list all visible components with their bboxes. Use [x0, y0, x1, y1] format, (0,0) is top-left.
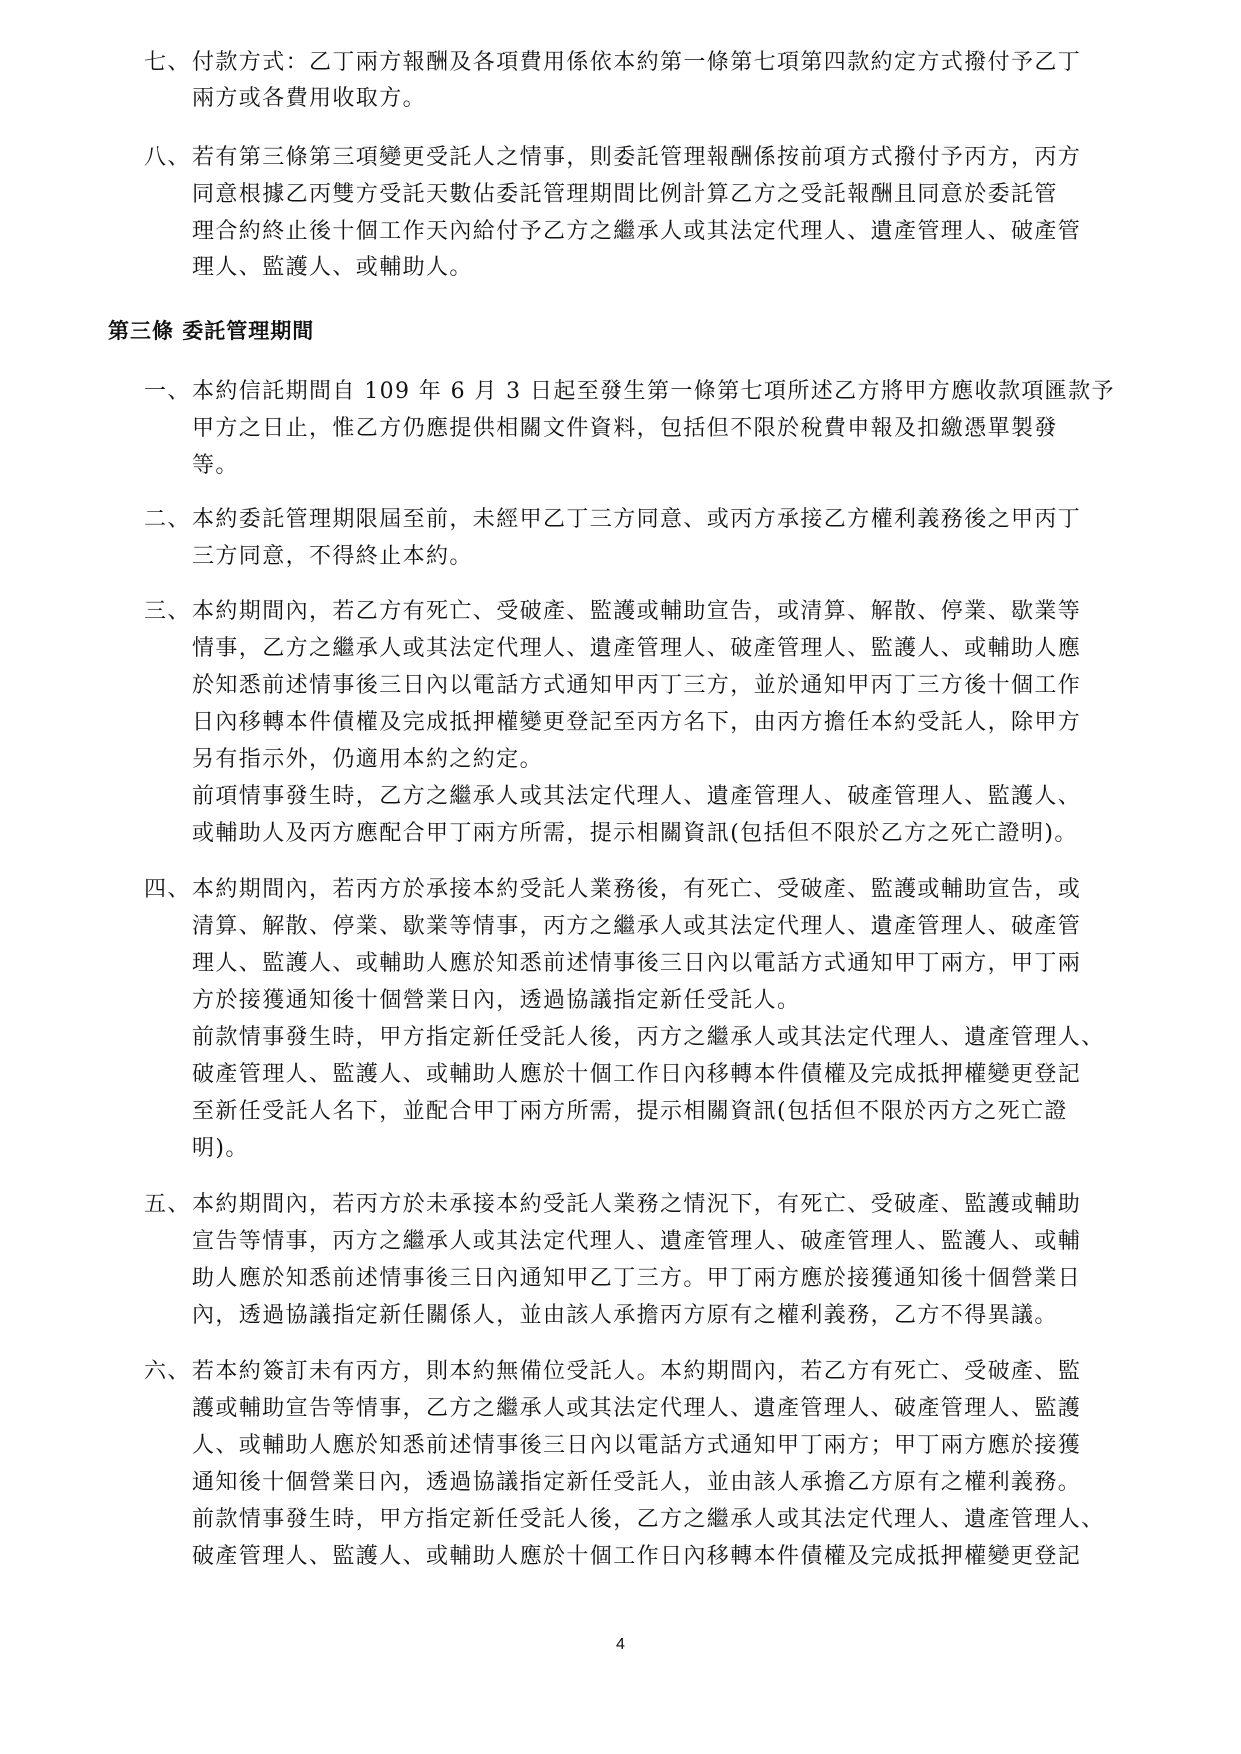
- clause-line: 同意根據乙丙雙方受託天數佔委託管理期間比例計算乙方之受託報酬且同意於委託管: [192, 182, 1058, 207]
- clause-line: 本約期間內，若丙方於未承接本約受託人業務之情況下，有死亡、受破產、監護或輔助: [192, 1192, 1082, 1217]
- clause-line: 本約委託管理期限屆至前，未經甲乙丁三方同意、或丙方承接乙方權利義務後之甲丙丁: [192, 507, 1082, 532]
- clause-number: 五、: [144, 1192, 191, 1217]
- page-number: 4: [616, 1636, 625, 1653]
- clause-line: 若有第三條第三項變更受託人之情事，則委託管理報酬係按前項方式撥付予丙方，丙方: [192, 145, 1082, 170]
- clause-number: 七、: [144, 50, 191, 75]
- clause-line: 若本約簽訂未有丙方，則本約無備位受託人。本約期間內，若乙方有死亡、受破產、監: [192, 1359, 1082, 1384]
- clause-line: 清算、解散、停業、歇業等情事，丙方之繼承人或其法定代理人、遺產管理人、破產管: [192, 914, 1082, 939]
- clause-line: 日內移轉本件債權及完成抵押權變更登記至丙方名下，由丙方擔任本約受託人，除甲方: [192, 710, 1082, 735]
- clause-number: 三、: [144, 599, 191, 624]
- clause-line: 破產管理人、監護人、或輔助人應於十個工作日內移轉本件債權及完成抵押權變更登記: [192, 1544, 1082, 1569]
- clause-line: 情事，乙方之繼承人或其法定代理人、遺產管理人、破產管理人、監護人、或輔助人應: [192, 636, 1082, 661]
- clause-line: 通知後十個營業日內，透過協議指定新任受託人，並由該人承擔乙方原有之權利義務。: [192, 1470, 1082, 1495]
- clause-line: 護或輔助宣告等情事，乙方之繼承人或其法定代理人、遺產管理人、破產管理人、監護: [192, 1396, 1082, 1421]
- clause-line: 理合約終止後十個工作天內給付予乙方之繼承人或其法定代理人、遺產管理人、破產管: [192, 219, 1082, 244]
- clause-line: 等。: [192, 453, 239, 478]
- clause-line: 本約期間內，若乙方有死亡、受破產、監護或輔助宣告，或清算、解散、停業、歇業等: [192, 599, 1082, 624]
- clause-number: 四、: [144, 877, 191, 902]
- clause-line: 方於接獲通知後十個營業日內，透過協議指定新任受託人。: [192, 988, 801, 1013]
- clause-line: 至新任受託人名下，並配合甲丁兩方所需，提示相關資訊(包括但不限於丙方之死亡證: [192, 1099, 1068, 1124]
- clause-line: 理人、監護人、或輔助人應於知悉前述情事後三日內以電話方式通知甲丁兩方，甲丁兩: [192, 951, 1082, 976]
- clause-line: 本約信託期間自 109 年 6 月 3 日起至發生第一條第七項所述乙方將甲方應收款項匯款予: [192, 379, 1115, 404]
- clause-line: 兩方或各費用收取方。: [192, 86, 427, 111]
- clause-line: 三方同意，不得終止本約。: [192, 544, 473, 569]
- section-heading: 第三條 委託管理期間: [108, 319, 315, 343]
- clause-line: 理人、監護人、或輔助人。: [192, 255, 473, 280]
- clause-number: 一、: [144, 379, 191, 404]
- clause-number: 六、: [144, 1359, 191, 1384]
- clause-line: 或輔助人及丙方應配合甲丁兩方所需，提示相關資訊(包括但不限於乙方之死亡證明)。: [192, 821, 1078, 846]
- clause-line: 本約期間內，若丙方於承接本約受託人業務後，有死亡、受破產、監護或輔助宣告，或: [192, 877, 1082, 902]
- clause-number: 二、: [144, 507, 191, 532]
- clause-line: 內，透過協議指定新任關係人，並由該人承擔丙方原有之權利義務，乙方不得異議。: [192, 1303, 1058, 1328]
- clause-line: 另有指示外，仍適用本約之約定。: [192, 747, 544, 772]
- clause-line: 前項情事發生時，乙方之繼承人或其法定代理人、遺產管理人、破產管理人、監護人、: [192, 784, 1082, 809]
- clause-number: 八、: [144, 145, 191, 170]
- clause-line: 前款情事發生時，甲方指定新任受託人後，乙方之繼承人或其法定代理人、遺產管理人、: [192, 1507, 1105, 1532]
- clause-line: 人、或輔助人應於知悉前述情事後三日內以電話方式通知甲丁兩方；甲丁兩方應於接獲: [192, 1433, 1082, 1458]
- clause-line: 付款方式：乙丁兩方報酬及各項費用係依本約第一條第七項第四款約定方式撥付予乙丁: [192, 50, 1082, 75]
- clause-line: 甲方之日止，惟乙方仍應提供相關文件資料，包括但不限於稅費申報及扣繳憑單製發: [192, 416, 1058, 441]
- clause-line: 助人應於知悉前述情事後三日內通知甲乙丁三方。甲丁兩方應於接獲通知後十個營業日: [192, 1266, 1082, 1291]
- clause-line: 宣告等情事，丙方之繼承人或其法定代理人、遺產管理人、破產管理人、監護人、或輔: [192, 1229, 1082, 1254]
- clause-line: 明)。: [192, 1136, 249, 1161]
- clause-line: 前款情事發生時，甲方指定新任受託人後，丙方之繼承人或其法定代理人、遺產管理人、: [192, 1025, 1105, 1050]
- clause-line: 於知悉前述情事後三日內以電話方式通知甲丙丁三方，並於通知甲丙丁三方後十個工作: [192, 673, 1082, 698]
- clause-line: 破產管理人、監護人、或輔助人應於十個工作日內移轉本件債權及完成抵押權變更登記: [192, 1062, 1082, 1087]
